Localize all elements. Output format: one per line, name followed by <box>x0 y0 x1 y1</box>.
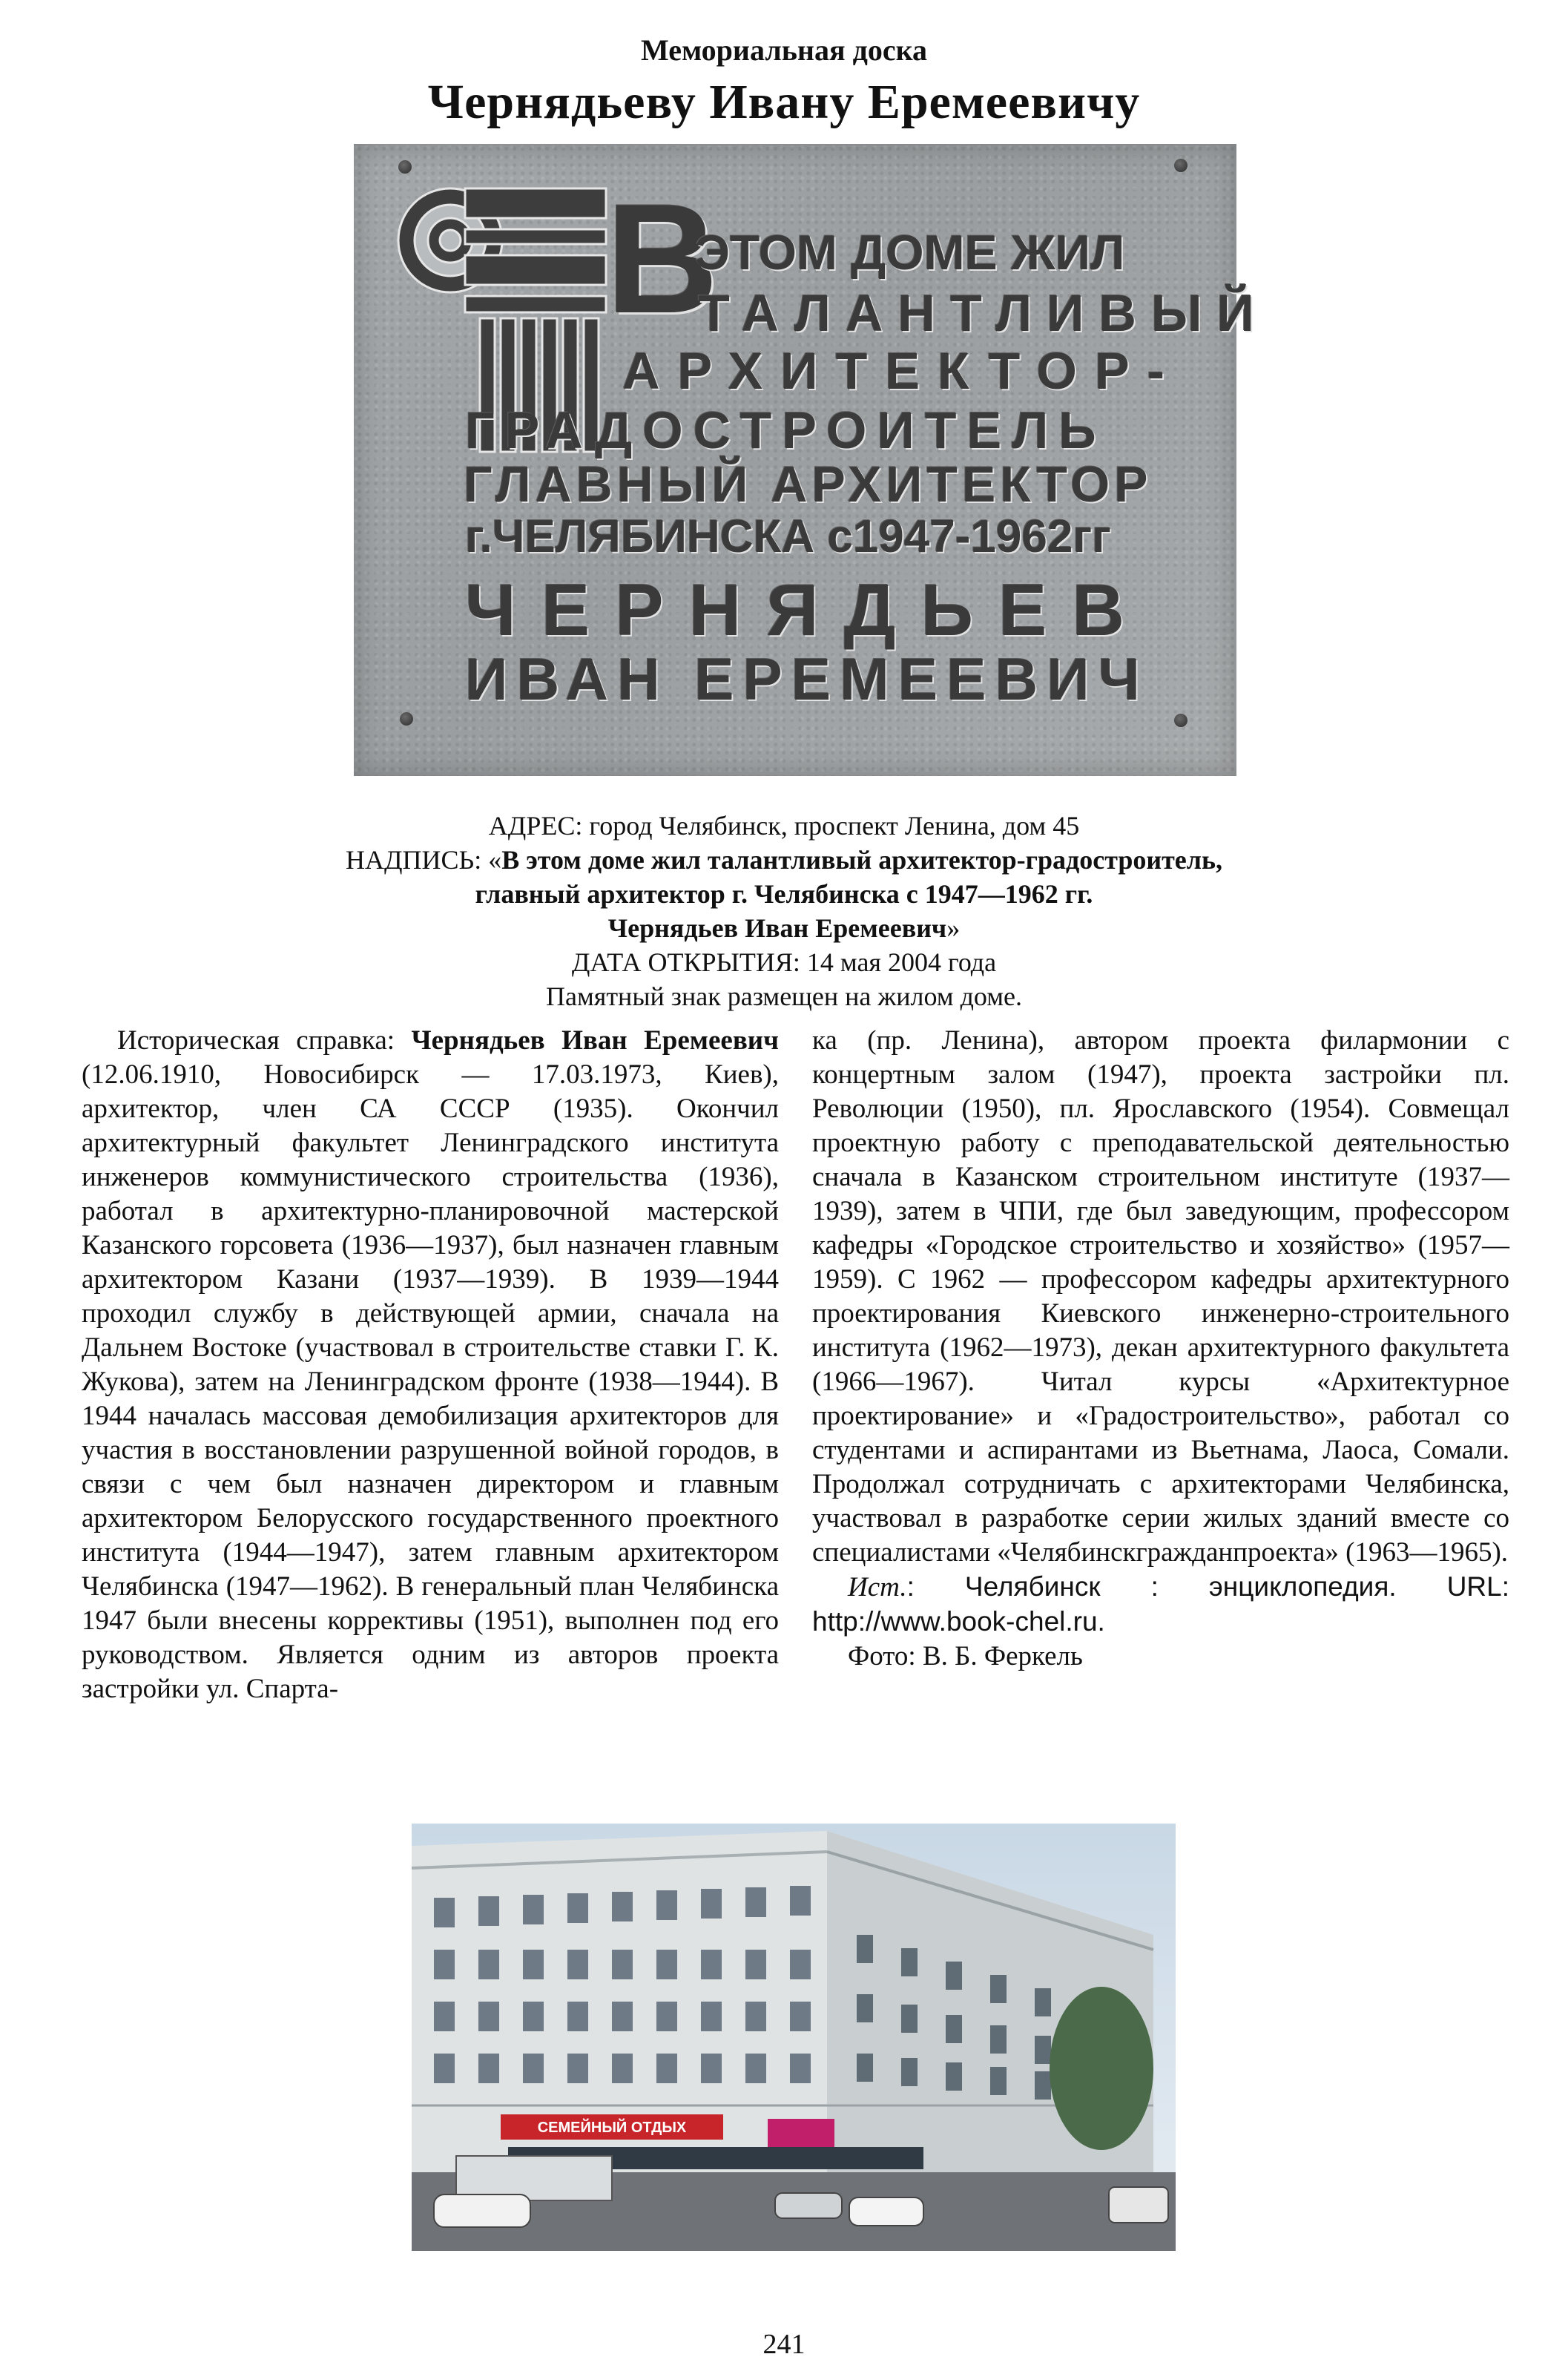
shop-sign-text: СЕМЕЙНЫЙ ОТДЫХ <box>537 2120 687 2136</box>
opening-date-label: ДАТА ОТКРЫТИЯ: <box>571 947 800 977</box>
plaque-line-6: г.ЧЕЛЯБИНСКА с1947-1962гг <box>465 511 1111 562</box>
historical-note-text: (12.06.1910, Новосибирск — 17.03.1973, Киев), архитектор, член СА СССР (1935). Окончил архитектурный факультет Ленинградского института инженеров коммунистического строительства (1936), работал в архитектурно-планировочной мастерской Казанского горсовета (1936—1937), был назначен главным архитектором Казани (1937—1939). В 1939—1944 проходил службу в действующей армии, сначала на Дальнем Востоке (участвовал в строительстве ставки Г. К. Жукова), затем на Ленинградском фронте (1938—1944). В 1944 началась массовая демобилизация архитекторов для участия в восстановлении разрушенной войной городов, в связи с чем был назначен директором и главным архитектором Белорусского государственного проектного института (1944—1947), затем главным архитектором Челябинска (1947—1962). В генеральный план Челябинска 1947 были внесены коррективы (1951), выполнен под его руководством. Является одним из авторов проекта застройки ул. Спарта- <box>82 1059 779 1704</box>
plaque-line-2: ТАЛАНТЛИВЫЙ <box>698 284 1269 342</box>
left-column <box>82 1024 779 1706</box>
inscription-line-3 <box>0 911 1568 945</box>
inscription-text-2: главный архитектор г. Челябинска с 1947—1962 гг. <box>475 879 1093 909</box>
photo-credit: Фото: В. Б. Феркель <box>848 1641 1083 1671</box>
address-line <box>0 809 1568 843</box>
address-value: город Челябинск, проспект Ленина, дом 45 <box>589 811 1080 841</box>
source-label: Ист. <box>848 1572 907 1602</box>
inscription-line-2 <box>0 877 1568 911</box>
inscription-line-1 <box>0 843 1568 877</box>
source-text: : Челябинск : энциклопедия. URL: http://www.book-chel.ru. <box>812 1571 1509 1637</box>
right-column <box>812 1024 1509 1674</box>
opening-date-value: 14 мая 2004 года <box>806 947 997 977</box>
building-photo <box>412 1824 1176 2251</box>
historical-note-paragraph <box>82 1024 779 1706</box>
person-name: Чернядьев Иван Еремеевич <box>411 1025 779 1056</box>
placement-note: Памятный знак размещен на жилом доме. <box>546 982 1022 1011</box>
inscription-close-quote: » <box>946 913 961 943</box>
opening-date-line <box>0 945 1568 979</box>
building-illustration <box>412 1824 1176 2251</box>
source-citation <box>812 1570 1509 1640</box>
inscription-text-3: Чернядьев Иван Еремеевич <box>607 913 947 943</box>
plaque-line-3: АРХИТЕКТОР- <box>622 342 1182 400</box>
plaque-line-4: ГРАДОСТРОИТЕЛЬ <box>465 401 1107 459</box>
historical-note-lead: Историческая справка: <box>117 1025 412 1056</box>
plaque-line-5: ГЛАВНЫЙ АРХИТЕКТОР <box>464 456 1153 513</box>
plaque-line-8: ИВАН ЕРЕМЕЕВИЧ <box>465 646 1149 712</box>
plaque-line-7: ЧЕРНЯДЬЕВ <box>465 569 1150 651</box>
address-label: АДРЕС: <box>488 811 583 841</box>
inscription-label: НАДПИСЬ: <box>345 845 482 875</box>
plaque-initial-letter: В <box>606 171 719 346</box>
page-title: Чернядьеву Ивану Еремеевичу <box>427 75 1141 129</box>
inscription-text-1: В этом доме жил талантливый архитектор-градостроитель, <box>501 845 1223 875</box>
historical-note-continued: ка (пр. Ленина), автором проекта филармонии с концертным залом (1947), проекта застройки пл. Революции (1950), пл. Ярославского (1954). Совмещал проектную работу с преподавательской деятельностью сначала в Казанском строительном институте (1937—1939), затем в ЧПИ, где был заведующим, профессором кафедры «Городское строительство и хозяйство» (1957—1959). С 1962 — профессором кафедры архитектурного проектирования Киевского инженерно-строительного института (1962—1973), декан архитектурного факультета (1966—1967). Читал курсы «Архитектурное проектирование» и «Градостроительство», работал со студентами и аспирантами из Вьетнама, Лаоса, Сомали. Продолжал сотрудничать с архитекторами Челябинска, участвовал в разработке серии жилых зданий вместе со специалистами «Челябинскгражданпроекта» (1963—1965). <box>812 1025 1509 1568</box>
page-number: 241 <box>762 2329 806 2360</box>
plaque-line-1: ЭТОМ ДОМЕ ЖИЛ <box>695 225 1125 280</box>
inscription-open-quote: « <box>488 845 502 875</box>
document-type-heading: Мемориальная доска <box>640 33 928 67</box>
memorial-plaque-photo <box>354 144 1269 776</box>
